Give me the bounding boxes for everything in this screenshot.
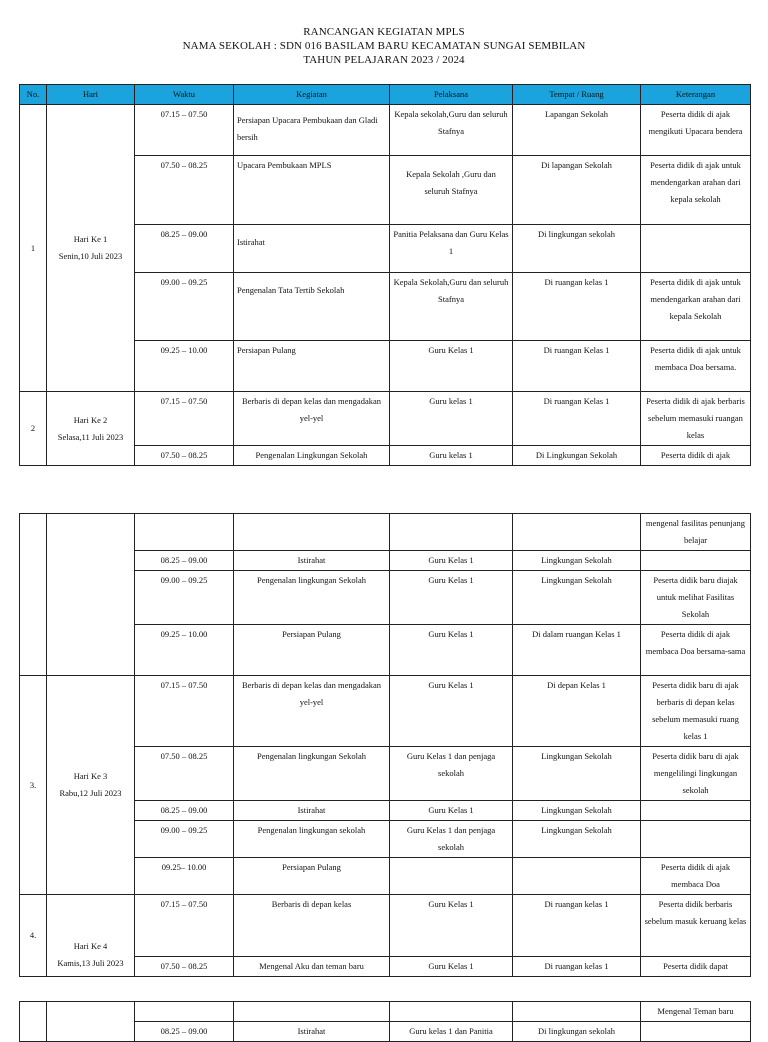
note-cell: Peserta didik di ajak untuk membaca Doa bersama.: [641, 341, 751, 392]
col-header-waktu: Waktu: [135, 85, 234, 105]
place-cell: Di dalam ruangan Kelas 1: [513, 625, 641, 676]
day-name: Hari Ke 2: [73, 414, 108, 425]
time-cell: 08.25 – 09.00: [135, 225, 234, 273]
activity-cell: Pengenalan lingkungan sekolah: [234, 821, 390, 858]
day-name: Hari Ke 1: [73, 234, 108, 244]
time-cell: 07.15 – 07.50: [135, 676, 234, 747]
day-date: Selasa,11 Juli 2023: [57, 431, 124, 442]
day-label: [47, 676, 135, 895]
place-cell: Lingkungan Sekolah: [513, 551, 641, 571]
place-cell: Di lapangan Sekolah: [513, 156, 641, 225]
activity-cell: Persiapan Pulang: [234, 341, 390, 392]
time-cell: 07.15 – 07.50: [135, 895, 234, 957]
day-number: [20, 514, 47, 676]
doc-school-name: NAMA SEKOLAH : SDN 016 BASILAM BARU KECAMATAN SUNGAI SEMBILAN: [182, 40, 586, 52]
place-cell: Lingkungan Sekolah: [513, 801, 641, 821]
day-number: [20, 1002, 47, 1042]
activity-cell: Istirahat: [234, 551, 390, 571]
executor-cell: Guru Kelas 1: [390, 895, 513, 957]
executor-cell: [390, 514, 513, 551]
doc-academic-year: TAHUN PELAJARAN 2023 / 2024: [303, 54, 465, 66]
executor-cell: Guru Kelas 1: [390, 571, 513, 625]
day-name: Hari Ke 3: [73, 771, 108, 781]
activity-cell: [234, 514, 390, 551]
executor-cell: [390, 1002, 513, 1022]
note-cell: Peserta didik di ajak membaca Doa bersama-sama: [641, 625, 751, 676]
activity-cell: Mengenal Aku dan teman baru: [234, 957, 390, 977]
time-cell: 08.25 – 09.00: [135, 551, 234, 571]
schedule-table-part-1: [19, 84, 751, 466]
day-label: [47, 514, 135, 676]
time-cell: 09.25– 10.00: [135, 858, 234, 895]
executor-cell: Panitia Pelaksana dan Guru Kelas 1: [390, 225, 513, 273]
table-row: [20, 895, 751, 957]
day-label: [47, 105, 135, 392]
executor-cell: Guru kelas 1: [390, 446, 513, 466]
day-date: Rabu,12 Juli 2023: [59, 788, 122, 798]
note-cell: Peserta didik di ajak untuk mendengarkan arahan dari kepala Sekolah: [641, 273, 751, 341]
place-cell: Di ruangan kelas 1: [513, 957, 641, 977]
table-row: [20, 392, 751, 446]
activity-cell: Istirahat: [234, 1022, 390, 1042]
note-cell: Mengenal Teman baru: [641, 1002, 751, 1022]
place-cell: Lapangan Sekolah: [513, 105, 641, 156]
note-cell: Peserta didik di ajak membaca Doa: [641, 858, 751, 895]
time-cell: 08.25 – 09.00: [135, 1022, 234, 1042]
day-date: Kamis,13 Juli 2023: [57, 958, 124, 968]
schedule-table-part-2: [19, 513, 751, 977]
note-cell: Peserta didik berbaris sebelum masuk keruang kelas: [641, 895, 751, 957]
note-cell: Peserta didik di ajak mengikuti Upacara bendera: [641, 105, 751, 156]
day-date: Senin,10 Juli 2023: [58, 251, 123, 261]
activity-cell: Pengenalan Lingkungan Sekolah: [234, 446, 390, 466]
day-number: 3.: [20, 676, 47, 895]
table-row: [20, 105, 751, 156]
time-cell: 07.50 – 08.25: [135, 747, 234, 801]
note-cell: Peserta didik baru diajak untuk melihat Fasilitas Sekolah: [641, 571, 751, 625]
activity-cell: Istirahat: [234, 801, 390, 821]
time-cell: 07.50 – 08.25: [135, 156, 234, 225]
executor-cell: Kepala Sekolah,Guru dan seluruh Stafnya: [390, 273, 513, 341]
activity-cell: [234, 105, 390, 156]
col-header-keterangan: Keterangan: [641, 85, 751, 105]
time-cell: 09.00 – 09.25: [135, 273, 234, 341]
executor-cell: Guru kelas 1: [390, 392, 513, 446]
time-cell: 09.25 – 10.00: [135, 341, 234, 392]
activity-cell: Berbaris di depan kelas: [234, 895, 390, 957]
time-cell: 09.00 – 09.25: [135, 571, 234, 625]
day-name: Hari Ke 4: [73, 941, 108, 951]
note-cell: mengenal fasilitas penunjang belajar: [641, 514, 751, 551]
note-cell: [641, 1022, 751, 1042]
activity-cell: [234, 273, 390, 341]
place-cell: [513, 514, 641, 551]
place-cell: Di lingkungan sekolah: [513, 225, 641, 273]
time-cell: 08.25 – 09.00: [135, 801, 234, 821]
table-row: [20, 514, 751, 551]
place-cell: [513, 858, 641, 895]
place-cell: Di ruangan kelas 1: [513, 273, 641, 341]
executor-cell: [390, 156, 513, 225]
table-header-row: [20, 85, 751, 105]
activity-text: Istirahat: [237, 237, 265, 247]
day-label: [47, 895, 135, 977]
time-cell: [135, 1002, 234, 1022]
executor-cell: Kepala sekolah,Guru dan seluruh Stafnya: [390, 105, 513, 156]
note-cell: Peserta didik baru di ajak berbaris di depan kelas sebelum memasuki ruang kelas 1: [641, 676, 751, 747]
activity-cell: [234, 225, 390, 273]
day-number: 4.: [20, 895, 47, 977]
place-cell: [513, 1002, 641, 1022]
executor-cell: Guru Kelas 1: [390, 341, 513, 392]
day-number: 2: [20, 392, 47, 466]
time-cell: 07.15 – 07.50: [135, 392, 234, 446]
place-cell: Lingkungan Sekolah: [513, 571, 641, 625]
time-cell: 07.50 – 08.25: [135, 957, 234, 977]
executor-text: Kepala Sekolah ,Guru dan seluruh Stafnya: [406, 169, 496, 196]
activity-cell: Berbaris di depan kelas dan mengadakan yel-yel: [234, 676, 390, 747]
day-label: [47, 392, 135, 466]
col-header-kegiatan: Kegiatan: [234, 85, 390, 105]
activity-text: Pengenalan Tata Tertib Sekolah: [237, 285, 345, 295]
table-row: [20, 1002, 751, 1022]
executor-cell: Guru Kelas 1: [390, 801, 513, 821]
doc-title: RANCANGAN KEGIATAN MPLS: [303, 26, 465, 38]
col-header-no: No.: [20, 85, 47, 105]
activity-cell: Persiapan Pulang: [234, 625, 390, 676]
executor-cell: [390, 858, 513, 895]
note-cell: [641, 551, 751, 571]
place-cell: Di lingkungan sekolah: [513, 1022, 641, 1042]
day-label: [47, 1002, 135, 1042]
executor-cell: Guru Kelas 1: [390, 551, 513, 571]
executor-cell: Guru Kelas 1 dan penjaga sekolah: [390, 747, 513, 801]
place-cell: Di ruangan Kelas 1: [513, 392, 641, 446]
note-cell: Peserta didik di ajak untuk mendengarkan arahan dari kepala sekolah: [641, 156, 751, 225]
activity-cell: Pengenalan lingkungan Sekolah: [234, 571, 390, 625]
note-cell: Peserta didik dapat: [641, 957, 751, 977]
time-cell: [135, 514, 234, 551]
schedule-table-part-3: [19, 1001, 751, 1042]
time-cell: 07.15 – 07.50: [135, 105, 234, 156]
executor-cell: Guru Kelas 1: [390, 676, 513, 747]
executor-cell: Guru Kelas 1 dan penjaga sekolah: [390, 821, 513, 858]
activity-cell: Persiapan Pulang: [234, 858, 390, 895]
day-number: 1: [20, 105, 47, 392]
note-cell: Peserta didik di ajak berbaris sebelum memasuki ruangan kelas: [641, 392, 751, 446]
col-header-hari: Hari: [47, 85, 135, 105]
note-cell: Peserta didik di ajak: [641, 446, 751, 466]
note-cell: [641, 225, 751, 273]
col-header-tempat: Tempat / Ruang: [513, 85, 641, 105]
place-cell: Lingkungan Sekolah: [513, 821, 641, 858]
place-cell: Di depan Kelas 1: [513, 676, 641, 747]
place-cell: Di Lingkungan Sekolah: [513, 446, 641, 466]
time-cell: 09.00 – 09.25: [135, 821, 234, 858]
time-cell: 09.25 – 10.00: [135, 625, 234, 676]
place-cell: Lingkungan Sekolah: [513, 747, 641, 801]
activity-cell: Berbaris di depan kelas dan mengadakan yel-yel: [234, 392, 390, 446]
executor-cell: Guru kelas 1 dan Panitia: [390, 1022, 513, 1042]
activity-text: Persiapan Upacara Pembukaan dan Gladi bersih: [237, 115, 378, 142]
col-header-pelaksana: Pelaksana: [390, 85, 513, 105]
place-cell: Di ruangan kelas 1: [513, 895, 641, 957]
note-cell: [641, 821, 751, 858]
executor-cell: Guru Kelas 1: [390, 957, 513, 977]
place-cell: Di ruangan Kelas 1: [513, 341, 641, 392]
activity-cell: Upacara Pembukaan MPLS: [234, 156, 390, 225]
note-cell: [641, 801, 751, 821]
time-cell: 07.50 – 08.25: [135, 446, 234, 466]
activity-cell: [234, 1002, 390, 1022]
executor-cell: Guru Kelas 1: [390, 625, 513, 676]
note-cell: Peserta didik baru di ajak mengelilingi lingkungan sekolah: [641, 747, 751, 801]
activity-cell: Pengenalan lingkungan Sekolah: [234, 747, 390, 801]
table-row: [20, 676, 751, 747]
